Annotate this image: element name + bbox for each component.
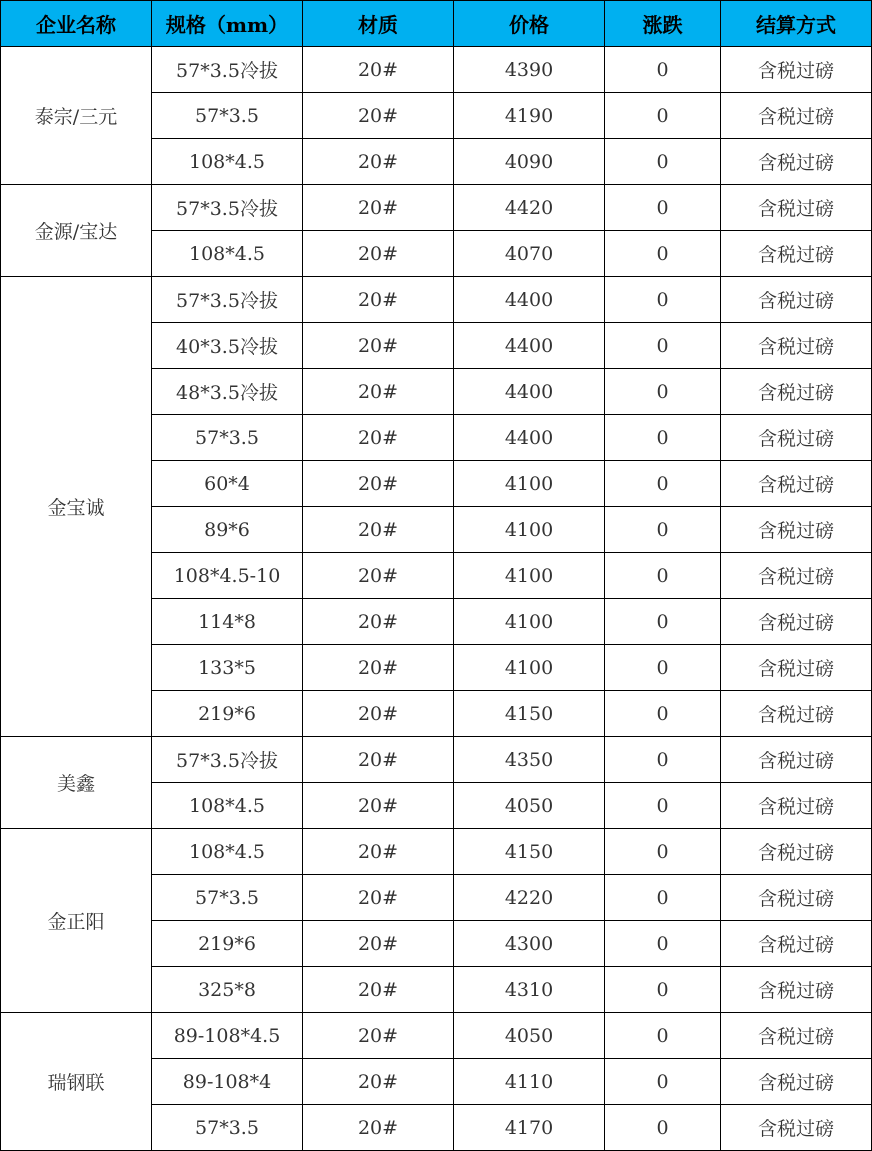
table-row bbox=[1, 737, 872, 783]
settlement-cell: 含税过磅 bbox=[721, 1059, 872, 1105]
price-cell: 4100 bbox=[454, 599, 605, 645]
spec-cell: 108*4.5 bbox=[152, 231, 303, 277]
price-cell: 4050 bbox=[454, 783, 605, 829]
material-cell: 20# bbox=[303, 875, 454, 921]
table-row bbox=[1, 47, 872, 93]
material-cell: 20# bbox=[303, 139, 454, 185]
spec-cell: 57*3.5 bbox=[152, 93, 303, 139]
company-cell: 金宝诚 bbox=[1, 277, 152, 737]
change-cell: 0 bbox=[605, 645, 721, 691]
settlement-cell: 含税过磅 bbox=[721, 967, 872, 1013]
table-row bbox=[1, 1013, 872, 1059]
settlement-cell: 含税过磅 bbox=[721, 277, 872, 323]
header-spec: 规格（mm） bbox=[152, 1, 303, 47]
settlement-cell: 含税过磅 bbox=[721, 185, 872, 231]
settlement-cell: 含税过磅 bbox=[721, 507, 872, 553]
spec-cell: 40*3.5冷拔 bbox=[152, 323, 303, 369]
material-cell: 20# bbox=[303, 47, 454, 93]
table-row bbox=[1, 829, 872, 875]
price-cell: 4100 bbox=[454, 553, 605, 599]
change-cell: 0 bbox=[605, 829, 721, 875]
settlement-cell: 含税过磅 bbox=[721, 783, 872, 829]
material-cell: 20# bbox=[303, 783, 454, 829]
change-cell: 0 bbox=[605, 875, 721, 921]
price-cell: 4400 bbox=[454, 369, 605, 415]
price-cell: 4100 bbox=[454, 461, 605, 507]
price-cell: 4090 bbox=[454, 139, 605, 185]
material-cell: 20# bbox=[303, 967, 454, 1013]
material-cell: 20# bbox=[303, 369, 454, 415]
price-cell: 4050 bbox=[454, 1013, 605, 1059]
settlement-cell: 含税过磅 bbox=[721, 369, 872, 415]
material-cell: 20# bbox=[303, 553, 454, 599]
change-cell: 0 bbox=[605, 369, 721, 415]
price-cell: 4400 bbox=[454, 415, 605, 461]
company-cell: 金正阳 bbox=[1, 829, 152, 1013]
header-price: 价格 bbox=[454, 1, 605, 47]
header-company: 企业名称 bbox=[1, 1, 152, 47]
material-cell: 20# bbox=[303, 323, 454, 369]
material-cell: 20# bbox=[303, 691, 454, 737]
company-cell: 泰宗/三元 bbox=[1, 47, 152, 185]
company-cell: 美鑫 bbox=[1, 737, 152, 829]
company-cell: 瑞钢联 bbox=[1, 1013, 152, 1151]
price-cell: 4110 bbox=[454, 1059, 605, 1105]
change-cell: 0 bbox=[605, 921, 721, 967]
spec-cell: 133*5 bbox=[152, 645, 303, 691]
spec-cell: 108*4.5 bbox=[152, 783, 303, 829]
spec-cell: 89*6 bbox=[152, 507, 303, 553]
spec-cell: 89-108*4 bbox=[152, 1059, 303, 1105]
settlement-cell: 含税过磅 bbox=[721, 691, 872, 737]
table-body bbox=[1, 47, 872, 1151]
change-cell: 0 bbox=[605, 1013, 721, 1059]
settlement-cell: 含税过磅 bbox=[721, 553, 872, 599]
table-row bbox=[1, 185, 872, 231]
price-cell: 4400 bbox=[454, 323, 605, 369]
spec-cell: 108*4.5-10 bbox=[152, 553, 303, 599]
settlement-cell: 含税过磅 bbox=[721, 139, 872, 185]
change-cell: 0 bbox=[605, 553, 721, 599]
spec-cell: 108*4.5 bbox=[152, 829, 303, 875]
price-cell: 4390 bbox=[454, 47, 605, 93]
change-cell: 0 bbox=[605, 139, 721, 185]
price-cell: 4310 bbox=[454, 967, 605, 1013]
price-cell: 4400 bbox=[454, 277, 605, 323]
settlement-cell: 含税过磅 bbox=[721, 737, 872, 783]
spec-cell: 219*6 bbox=[152, 921, 303, 967]
change-cell: 0 bbox=[605, 599, 721, 645]
change-cell: 0 bbox=[605, 967, 721, 1013]
change-cell: 0 bbox=[605, 1105, 721, 1151]
settlement-cell: 含税过磅 bbox=[721, 875, 872, 921]
spec-cell: 57*3.5冷拔 bbox=[152, 277, 303, 323]
change-cell: 0 bbox=[605, 231, 721, 277]
material-cell: 20# bbox=[303, 737, 454, 783]
settlement-cell: 含税过磅 bbox=[721, 599, 872, 645]
material-cell: 20# bbox=[303, 921, 454, 967]
table-row bbox=[1, 277, 872, 323]
material-cell: 20# bbox=[303, 277, 454, 323]
price-cell: 4170 bbox=[454, 1105, 605, 1151]
settlement-cell: 含税过磅 bbox=[721, 47, 872, 93]
price-cell: 4150 bbox=[454, 691, 605, 737]
price-cell: 4100 bbox=[454, 645, 605, 691]
change-cell: 0 bbox=[605, 185, 721, 231]
material-cell: 20# bbox=[303, 231, 454, 277]
settlement-cell: 含税过磅 bbox=[721, 323, 872, 369]
material-cell: 20# bbox=[303, 645, 454, 691]
price-cell: 4070 bbox=[454, 231, 605, 277]
spec-cell: 89-108*4.5 bbox=[152, 1013, 303, 1059]
settlement-cell: 含税过磅 bbox=[721, 645, 872, 691]
change-cell: 0 bbox=[605, 1059, 721, 1105]
change-cell: 0 bbox=[605, 277, 721, 323]
material-cell: 20# bbox=[303, 599, 454, 645]
header-settlement: 结算方式 bbox=[721, 1, 872, 47]
change-cell: 0 bbox=[605, 415, 721, 461]
material-cell: 20# bbox=[303, 415, 454, 461]
change-cell: 0 bbox=[605, 737, 721, 783]
change-cell: 0 bbox=[605, 47, 721, 93]
spec-cell: 57*3.5冷拔 bbox=[152, 47, 303, 93]
price-cell: 4220 bbox=[454, 875, 605, 921]
material-cell: 20# bbox=[303, 1059, 454, 1105]
change-cell: 0 bbox=[605, 93, 721, 139]
price-cell: 4350 bbox=[454, 737, 605, 783]
table-header bbox=[1, 1, 872, 47]
settlement-cell: 含税过磅 bbox=[721, 93, 872, 139]
settlement-cell: 含税过磅 bbox=[721, 415, 872, 461]
spec-cell: 114*8 bbox=[152, 599, 303, 645]
material-cell: 20# bbox=[303, 1105, 454, 1151]
spec-cell: 57*3.5 bbox=[152, 875, 303, 921]
spec-cell: 108*4.5 bbox=[152, 139, 303, 185]
change-cell: 0 bbox=[605, 461, 721, 507]
spec-cell: 48*3.5冷拔 bbox=[152, 369, 303, 415]
price-cell: 4190 bbox=[454, 93, 605, 139]
change-cell: 0 bbox=[605, 783, 721, 829]
change-cell: 0 bbox=[605, 323, 721, 369]
settlement-cell: 含税过磅 bbox=[721, 921, 872, 967]
spec-cell: 57*3.5冷拔 bbox=[152, 737, 303, 783]
material-cell: 20# bbox=[303, 93, 454, 139]
price-cell: 4420 bbox=[454, 185, 605, 231]
material-cell: 20# bbox=[303, 829, 454, 875]
spec-cell: 219*6 bbox=[152, 691, 303, 737]
header-material: 材质 bbox=[303, 1, 454, 47]
material-cell: 20# bbox=[303, 1013, 454, 1059]
spec-cell: 57*3.5 bbox=[152, 415, 303, 461]
settlement-cell: 含税过磅 bbox=[721, 1013, 872, 1059]
material-cell: 20# bbox=[303, 461, 454, 507]
settlement-cell: 含税过磅 bbox=[721, 1105, 872, 1151]
material-cell: 20# bbox=[303, 185, 454, 231]
settlement-cell: 含税过磅 bbox=[721, 231, 872, 277]
price-cell: 4150 bbox=[454, 829, 605, 875]
price-cell: 4100 bbox=[454, 507, 605, 553]
settlement-cell: 含税过磅 bbox=[721, 461, 872, 507]
spec-cell: 325*8 bbox=[152, 967, 303, 1013]
spec-cell: 57*3.5冷拔 bbox=[152, 185, 303, 231]
spec-cell: 60*4 bbox=[152, 461, 303, 507]
settlement-cell: 含税过磅 bbox=[721, 829, 872, 875]
header-row bbox=[1, 1, 872, 47]
price-cell: 4300 bbox=[454, 921, 605, 967]
change-cell: 0 bbox=[605, 507, 721, 553]
header-change: 涨跌 bbox=[605, 1, 721, 47]
spec-cell: 57*3.5 bbox=[152, 1105, 303, 1151]
company-cell: 金源/宝达 bbox=[1, 185, 152, 277]
change-cell: 0 bbox=[605, 691, 721, 737]
material-cell: 20# bbox=[303, 507, 454, 553]
